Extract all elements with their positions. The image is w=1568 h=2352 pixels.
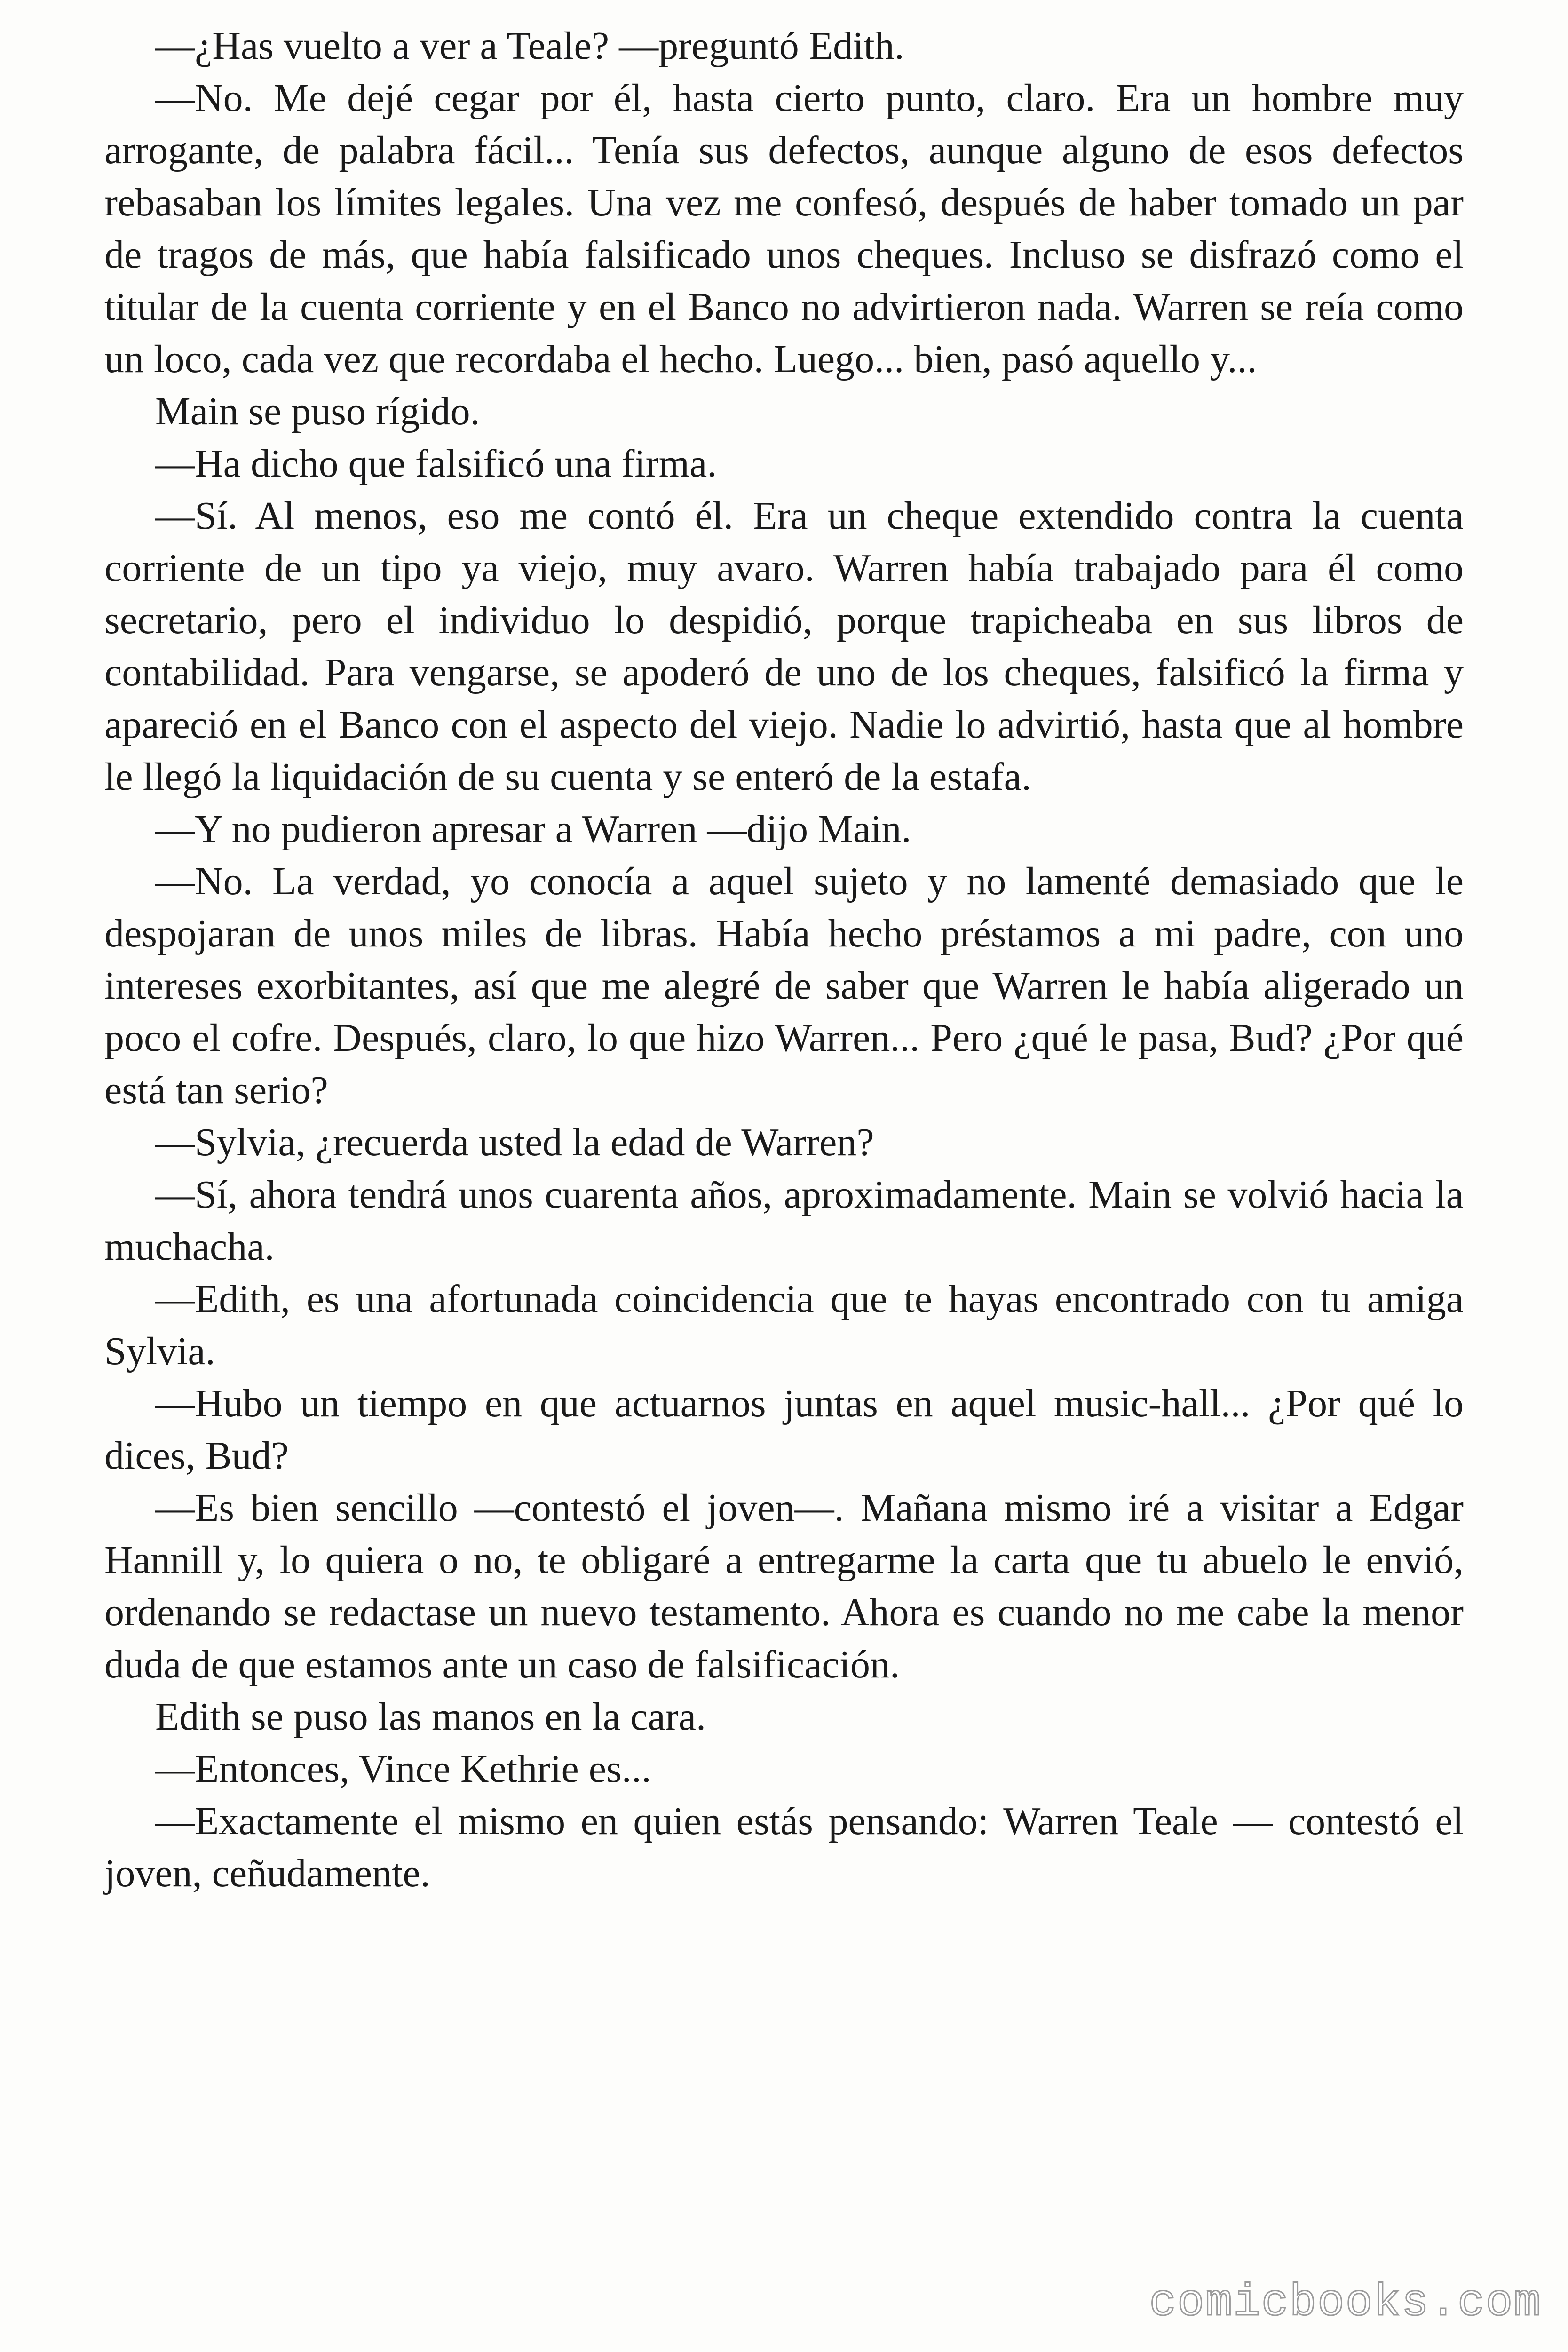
paragraph: —Entonces, Vince Kethrie es... (155, 1747, 651, 1791)
watermark: comicbooks.com (1149, 2277, 1542, 2328)
paragraph: Main se puso rígido. (155, 389, 480, 433)
paragraph: —Es bien sencillo —contestó el joven—. Mañana mismo iré a visitar a Edgar Hannill y, lo quiera o no, te obligaré a entregarme la carta que tu abuelo le envió, ordenando se redactase un nuevo testamento. Ahora es cuando no me cabe la menor duda de que estamos ante un caso de falsificación. (104, 1486, 1464, 1686)
paragraph: —Hubo un tiempo en que actuarnos juntas en aquel music-hall... ¿Por qué lo dices, Bud? (104, 1382, 1464, 1478)
paragraph: —Exactamente el mismo en quien estás pensando: Warren Teale — contestó el joven, ceñudamente. (104, 1799, 1464, 1895)
paragraph: —Edith, es una afortunada coincidencia que te hayas encontrado con tu amiga Sylvia. (104, 1277, 1464, 1373)
paragraph: —¿Has vuelto a ver a Teale? —preguntó Edith. (155, 24, 904, 68)
paragraph: —Y no pudieron apresar a Warren —dijo Main. (155, 807, 911, 851)
paragraph: —No. La verdad, yo conocía a aquel sujeto y no lamenté demasiado que le despojaran de unos miles de libras. Había hecho préstamos a mi padre, con uno intereses exorbitantes, así que me alegré de saber que Warren le había aligerado un poco el cofre. Después, claro, lo que hizo Warren... Pero ¿qué le pasa, Bud? ¿Por qué está tan serio? (104, 859, 1464, 1112)
paragraph: —Sylvia, ¿recuerda usted la edad de Warren? (155, 1120, 874, 1164)
paragraph: —Sí, ahora tendrá unos cuarenta años, aproximadamente. Main se volvió hacia la muchacha. (104, 1173, 1464, 1269)
paragraph: —No. Me dejé cegar por él, hasta cierto punto, claro. Era un hombre muy arrogante, de palabra fácil... Tenía sus defectos, aunque alguno de esos defectos rebasaban los límites legales. Una vez me confesó, después de haber tomado un par de tragos de más, que había falsificado unos cheques. Incluso se disfrazó como el titular de la cuenta corriente y en el Banco no advirtieron nada. Warren se reía como un loco, cada vez que recordaba el hecho. Luego... bien, pasó aquello y... (104, 76, 1464, 381)
paragraph: —Sí. Al menos, eso me contó él. Era un cheque extendido contra la cuenta corriente de un tipo ya viejo, muy avaro. Warren había trabajado para él como secretario, pero el individuo lo despidió, porque trapicheaba en sus libros de contabilidad. Para vengarse, se apoderó de uno de los cheques, falsificó la firma y apareció en el Banco con el aspecto del viejo. Nadie lo advirtió, hasta que al hombre le llegó la liquidación de su cuenta y se enteró de la estafa. (104, 494, 1464, 799)
paragraph: —Ha dicho que falsificó una firma. (155, 442, 717, 485)
paragraph: Edith se puso las manos en la cara. (155, 1695, 706, 1739)
body-text (104, 20, 1464, 1899)
